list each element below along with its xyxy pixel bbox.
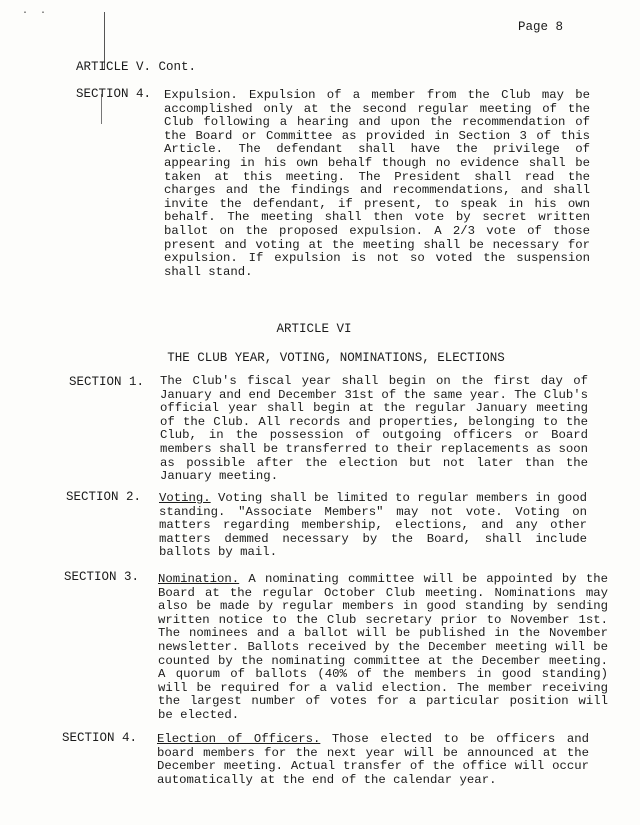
section-heading: Voting. — [159, 491, 211, 505]
section-heading: Nomination. — [158, 572, 240, 586]
section-label: SECTION 3. — [64, 570, 140, 584]
scan-specks: · · — [22, 8, 50, 19]
section-label: SECTION 4. — [62, 731, 138, 745]
page-number: Page 8 — [518, 20, 564, 34]
section-label: SECTION 1. — [69, 375, 145, 389]
section-body — [157, 733, 589, 787]
section-text: Voting shall be limited to regular members in good standing. "Associate Members" may not vote. Voting on matters regarding membership, elections, and any other matters demmed necessary by the Board, shall include ballots by mail. — [159, 491, 588, 560]
section-body — [159, 492, 587, 560]
section-body-expulsion: Expulsion. Expulsion of a member from the Club may be accomplished only at the second regular meeting of the Club following a hearing and upon the recommendation of the Board or Committee as provided in Section 3 of this Article. The defendant shall have the privilege of appearing in his own behalf though no evidence shall be taken at this meeting. The President shall read the charges and the findings and recommendations, and shall invite the defendant, if present, to speak in his own behalf. The meeting shall then vote by secret written ballot on the proposed expulsion. A 2/3 vote of those present and voting at the meeting shall be necessary for expulsion. If expulsion is not so voted the suspension shall stand. — [164, 88, 590, 279]
section-text: A nominating committee will be appointed by the Board at the regular October Club meeting. Nominations may also be made by regular members in good standing by sending written notice to the Club secretary prior to November 1st. The nominees and a ballot will be published in the November newsletter. Ballots received by the December meeting will be counted by the nominating committee at the December meeting. A quorum of ballots (40% of the members in good standing) will be required for a valid election. The member receiving the largest number of votes for a particular position will be elected. — [158, 572, 608, 722]
section-text: The Club's fiscal year shall begin on the first day of January and end December 31st of the same year. The Club's official year shall begin at the regular January meeting of the Club. All records and properties, belonging to the Club, in the possession of outgoing officers or Board members shall be transferred to their replacements as soon as possible after the election but not later than the January meeting. — [160, 374, 589, 484]
section-label: SECTION 4. — [76, 87, 152, 101]
section-body — [160, 375, 588, 484]
section-heading: Election of Officers. — [157, 732, 321, 746]
article-vi-title: ARTICLE VI — [276, 322, 352, 336]
article-v-cont-heading: ARTICLE V. Cont. — [76, 60, 197, 74]
section-label: SECTION 2. — [66, 490, 142, 504]
section-text: Those elected to be officers and board members for the next year will be announced at the December meeting. Actual transfer of the office will occur automatically at the end of the calendar year. — [157, 732, 589, 787]
section-body — [158, 573, 608, 723]
article-vi-subtitle: THE CLUB YEAR, VOTING, NOMINATIONS, ELECTIONS — [167, 351, 505, 365]
